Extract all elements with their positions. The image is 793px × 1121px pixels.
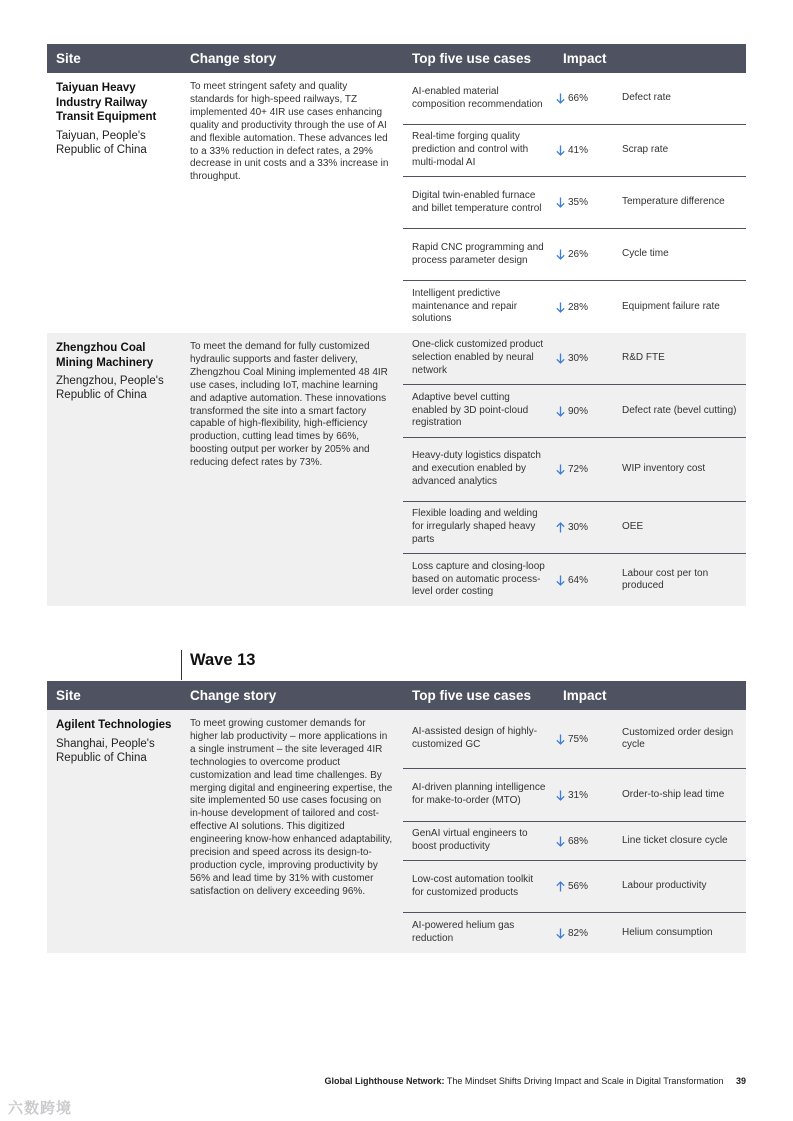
use-case-list — [403, 333, 746, 606]
impact-value: 31% — [554, 790, 622, 801]
use-case-row — [403, 385, 746, 438]
impact-value: 68% — [554, 836, 622, 847]
impact-value: 56% — [554, 881, 622, 892]
use-case-row — [403, 333, 746, 385]
site-block-agilent — [47, 710, 746, 953]
impact-metric: Equipment failure rate — [622, 300, 720, 312]
table-header — [47, 681, 746, 710]
impact-metric: R&D FTE — [622, 352, 665, 364]
arrow-up-icon — [556, 881, 565, 892]
arrow-up-icon — [556, 522, 565, 533]
use-case-name: Heavy-duty logistics dispatch and execution enabled by advanced analytics — [412, 450, 541, 487]
site-location: Shanghai, People's Republic of China — [56, 737, 155, 764]
impact-metric: Defect rate (bevel cutting) — [622, 404, 737, 416]
wave-title: Wave 13 — [181, 650, 255, 680]
arrow-down-icon — [556, 928, 565, 939]
arrow-down-icon — [556, 790, 565, 801]
impact-value: 28% — [554, 302, 622, 313]
impact-value: 41% — [554, 145, 622, 156]
site-location: Taiyuan, People's Republic of China — [56, 129, 147, 156]
use-case-row — [403, 229, 746, 281]
use-case-name: Real-time forging quality prediction and control with multi-modal AI — [412, 131, 529, 168]
use-case-name: Adaptive bevel cutting enabled by 3D point-cloud registration — [412, 391, 529, 429]
arrow-down-icon — [556, 353, 565, 364]
header-impact: Impact — [563, 51, 607, 66]
impact-metric: Customized order design cycle — [622, 726, 734, 750]
change-story: To meet growing customer demands for higher lab productivity – more applications in a single instrument – the site leveraged 4IR technologies to overcome product customization and lead time challenges. By merging digital and engineering expertise, the site implemented 50 use cases focusing on in-house development of tailored and cost-effective AI solutions. This digitized engineering know-how enhanced adaptability, precision and speed across its design-to-production cycle, improving productivity by 56% and lead time by 31% with customer satisfaction on delivery exceeding 96%. — [190, 718, 393, 897]
header-site: Site — [56, 51, 81, 66]
header-change-story: Change story — [190, 51, 277, 66]
use-case-row — [403, 861, 746, 913]
footer-publication: Global Lighthouse Network: — [324, 1076, 445, 1086]
use-case-list — [403, 710, 746, 953]
site-block-zhengzhou — [47, 333, 746, 606]
watermark: 六数跨境 — [8, 1100, 73, 1117]
arrow-down-icon — [556, 302, 565, 313]
use-case-row — [403, 125, 746, 177]
use-case-row — [403, 769, 746, 822]
page-number: 39 — [735, 1076, 746, 1086]
use-case-row — [403, 710, 746, 769]
impact-value: 66% — [554, 93, 622, 104]
table-wave-13 — [47, 681, 746, 953]
use-case-list — [403, 73, 746, 333]
use-case-row — [403, 281, 746, 333]
arrow-down-icon — [556, 734, 565, 745]
arrow-down-icon — [556, 836, 565, 847]
arrow-down-icon — [556, 249, 565, 260]
impact-value: 30% — [554, 522, 622, 533]
arrow-down-icon — [556, 575, 565, 586]
impact-metric: WIP inventory cost — [622, 463, 706, 475]
use-case-row — [403, 438, 746, 502]
site-name: Zhengzhou Coal Mining Machinery — [56, 342, 154, 369]
header-change-story: Change story — [190, 688, 277, 703]
use-case-row — [403, 177, 746, 229]
arrow-down-icon — [556, 145, 565, 156]
impact-metric: Cycle time — [622, 248, 669, 260]
impact-value: 64% — [554, 575, 622, 586]
site-name: Agilent Technologies — [56, 719, 172, 731]
change-story: To meet the demand for fully customized hydraulic supports and faster delivery, Zhengzhou Coal Mining implemented 48 4IR use cases, including IoT, machine learning and adaptive automation. These innovations transformed the site into a smart factory capable of high-flexibility, high-efficiency production, cutting lead times by 66%, boosting output per worker by 205% and reducing defect rates by 73%. — [190, 341, 388, 469]
impact-metric: OEE — [622, 521, 644, 533]
footer-subtitle: The Mindset Shifts Driving Impact and Scale in Digital Transformation — [446, 1076, 724, 1086]
use-case-row — [403, 502, 746, 554]
use-case-name: AI-assisted design of highly-customized GC — [412, 726, 538, 750]
impact-metric: Temperature difference — [622, 196, 725, 208]
impact-metric: Labour cost per ton produced — [622, 567, 709, 591]
use-case-name: One-click customized product selection enabled by neural network — [412, 339, 544, 376]
use-case-name: Rapid CNC programming and process parameter design — [412, 241, 544, 266]
site-block-taiyuan — [47, 73, 746, 333]
impact-value: 72% — [554, 464, 622, 475]
use-case-name: Intelligent predictive maintenance and repair solutions — [412, 287, 518, 325]
header-use-cases: Top five use cases — [412, 51, 532, 66]
impact-value: 26% — [554, 249, 622, 260]
use-case-row — [403, 73, 746, 125]
impact-value: 82% — [554, 928, 622, 939]
use-case-name: GenAI virtual engineers to boost productivity — [412, 828, 528, 852]
impact-value: 75% — [554, 734, 622, 745]
site-name: Taiyuan Heavy Industry Railway Transit Equipment — [56, 82, 157, 123]
impact-value: 30% — [554, 353, 622, 364]
site-location: Zhengzhou, People's Republic of China — [56, 375, 164, 401]
impact-metric: Helium consumption — [622, 926, 713, 938]
use-case-row — [403, 554, 746, 606]
use-case-name: Digital twin-enabled furnace and billet temperature control — [412, 189, 542, 214]
table-header — [47, 44, 746, 73]
use-case-name: AI-enabled material composition recommendation — [412, 85, 543, 110]
arrow-down-icon — [556, 93, 565, 104]
header-site: Site — [56, 688, 81, 703]
impact-metric: Labour productivity — [622, 880, 707, 892]
header-use-cases: Top five use cases — [412, 688, 532, 703]
header-impact: Impact — [563, 688, 607, 703]
impact-value: 35% — [554, 197, 622, 208]
impact-metric: Scrap rate — [622, 144, 669, 156]
impact-value: 90% — [554, 406, 622, 417]
use-case-name: AI-driven planning intelligence for make-to-order (MTO) — [412, 782, 546, 806]
arrow-down-icon — [556, 197, 565, 208]
use-case-row — [403, 822, 746, 861]
use-case-name: AI-powered helium gas reduction — [412, 920, 515, 944]
change-story: To meet stringent safety and quality standards for high-speed railways, TZ implemented 40+ 4IR use cases enhancing quality and productivity through the use of AI and flexible automation. These advances led to a 33% reduction in defect rates, a 29% decrease in unit costs and a 33% increase in throughput. — [190, 81, 389, 183]
use-case-name: Loss capture and closing-loop based on automatic process-level order costing — [412, 560, 545, 598]
arrow-down-icon — [556, 406, 565, 417]
use-case-name: Low-cost automation toolkit for customized products — [412, 873, 534, 898]
table-wave-12 — [47, 44, 746, 606]
page-footer — [0, 1076, 746, 1086]
impact-metric: Defect rate — [622, 92, 671, 104]
impact-metric: Line ticket closure cycle — [622, 834, 728, 846]
use-case-row — [403, 913, 746, 953]
arrow-down-icon — [556, 464, 565, 475]
impact-metric: Order-to-ship lead time — [622, 788, 725, 800]
use-case-name: Flexible loading and welding for irregularly shaped heavy parts — [412, 508, 538, 545]
